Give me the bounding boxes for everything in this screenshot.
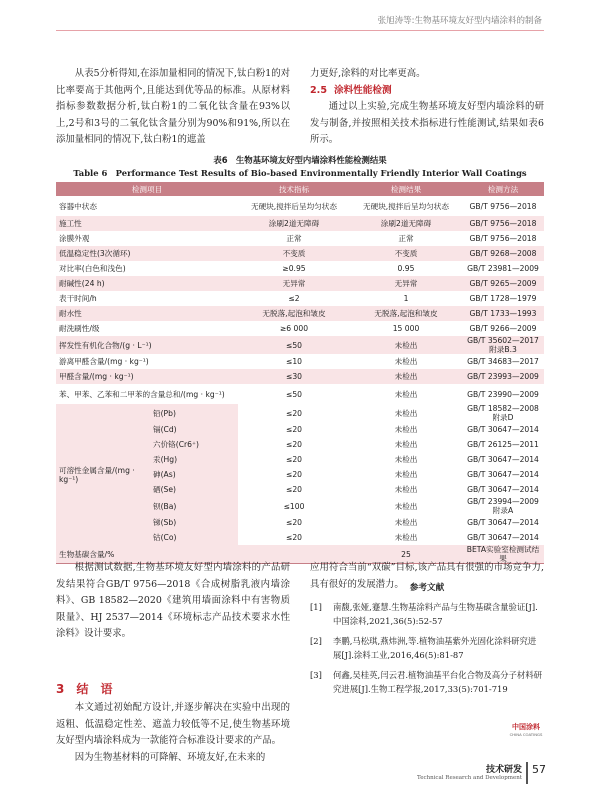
conclusion-paragraph-1: 本文通过初始配方设计,并逐步解决在实验中出现的返粗、低温稳定性差、遮盖力较低等不足,使生物基环境友好型内墙涂料成为一款能符合标准设计要求的产品。 xyxy=(56,702,290,747)
row-method: GB/T 9756—2018 xyxy=(462,216,544,231)
metal-method: GB/T 30647—2014 xyxy=(462,467,544,482)
reference-text: 南馥,张娅,蹇慧.生物基涂料产品与生物基碳含量验证[J].中国涂料,2021,36(5):52-57 xyxy=(333,602,538,626)
row-result: 无脱落,起泡和皱皮 xyxy=(350,306,462,321)
left-bottom-column xyxy=(56,560,290,643)
left-top-paragraph: 从表5分析得知,在添加量相同的情况下,钛白粉1的对比率要高于其他两个,且能达到优等品的标准。从原材料指标参数数据分析,钛白粉1的二氧化钛含量在93%以上,2号和3号的二氧化钛含量分别为90%和91%,所以在添加量相同的情况下,钛白粉1的遮盖 xyxy=(56,68,290,146)
metal-method: GB/T 18582—2008附录D xyxy=(462,404,544,422)
metal-group-label: 可溶性金属含量/(mg · kg⁻¹) xyxy=(56,404,150,545)
row-item: 耐碱性(24 h) xyxy=(56,276,238,291)
right-top-paragraph: 通过以上实验,完成生物基环境友好型内墙涂料的研发与制备,并按照相关技术指标进行性能测试,结果如表6所示。 xyxy=(310,101,544,146)
table-row xyxy=(56,306,544,321)
metal-name: 六价铬(Cr6⁺) xyxy=(150,437,238,452)
table-row xyxy=(56,336,544,354)
metal-method: GB/T 30647—2014 xyxy=(462,530,544,545)
row-method: GB/T 9756—2018 xyxy=(462,231,544,246)
row-item: 表干时间/h xyxy=(56,291,238,306)
table-row xyxy=(56,321,544,336)
section-3-number: 3 xyxy=(56,682,65,696)
metal-spec: ≤20 xyxy=(238,515,350,530)
row-item: 耐洗刷性/级 xyxy=(56,321,238,336)
row-item: 耐水性 xyxy=(56,306,238,321)
reference-item xyxy=(310,668,544,698)
logo-cn: 中国涂料 xyxy=(512,723,540,731)
reference-text: 李鹏,马松琪,燕炜洲,等.植物油基紫外光固化涂料研究进展[J].涂料工业,2016,46(5):81-87 xyxy=(333,636,537,660)
row-spec: ≤10 xyxy=(238,354,350,369)
right-bottom-paragraph: 应用符合当前“双碳”目标,该产品具有很强的市场竞争力,具有很好的发展潜力。 xyxy=(310,562,544,590)
row-result: 未检出 xyxy=(350,369,462,384)
metal-name: 锑(Sb) xyxy=(150,515,238,530)
row-result: 0.95 xyxy=(350,261,462,276)
row-method: GB/T 1728—1979 xyxy=(462,291,544,306)
metal-name: 汞(Hg) xyxy=(150,452,238,467)
section-3-heading xyxy=(56,680,113,697)
row-method: GB/T 9265—2009 xyxy=(462,276,544,291)
metal-spec: ≤100 xyxy=(238,497,350,515)
row-item: 涂膜外观 xyxy=(56,231,238,246)
section-2-5-heading xyxy=(310,83,544,100)
performance-table xyxy=(56,182,544,564)
section-title: 涂料性能检测 xyxy=(333,84,392,96)
header-item: 检测项目 xyxy=(56,182,238,196)
row-spec: 不变质 xyxy=(238,246,350,261)
table-row-metal xyxy=(56,404,544,422)
right-top-column xyxy=(310,66,544,149)
table-row xyxy=(56,369,544,384)
row-item: 挥发性有机化合物/(g · L⁻¹) xyxy=(56,336,238,354)
metal-spec: ≤20 xyxy=(238,422,350,437)
row-spec: ≤50 xyxy=(238,384,350,404)
section-3-title: 结 语 xyxy=(76,682,113,696)
row-spec: ≤30 xyxy=(238,369,350,384)
references-title: 参考文献 xyxy=(409,583,445,593)
left-bottom-column-2 xyxy=(56,700,290,766)
left-bottom-paragraph: 根据测试数据,生物基环境友好型内墙涂料的产品研发结果符合GB/T 9756—2018《合成树脂乳液内墙涂料》、GB 18582—2020《建筑用墙面涂料中有害物质限量》、HJ 2537—2014《环境标志产品技术要求水性涂料》设计要求。 xyxy=(56,562,290,640)
row-method: BETA实验室检测试结果 xyxy=(462,545,544,564)
metal-result: 未检出 xyxy=(350,437,462,452)
reference-item xyxy=(310,634,544,664)
row-result: 15 000 xyxy=(350,321,462,336)
row-method: GB/T 1733—1993 xyxy=(462,306,544,321)
reference-number: [3] xyxy=(310,670,322,680)
metal-method: GB/T 30647—2014 xyxy=(462,482,544,497)
row-method: GB/T 23990—2009 xyxy=(462,384,544,404)
row-result: 涂刷2道无障碍 xyxy=(350,216,462,231)
row-item: 容器中状态 xyxy=(56,196,238,216)
metal-name: 硒(Se) xyxy=(150,482,238,497)
metal-result: 未检出 xyxy=(350,467,462,482)
table-row xyxy=(56,384,544,404)
table-row xyxy=(56,291,544,306)
table-row xyxy=(56,216,544,231)
row-item: 施工性 xyxy=(56,216,238,231)
row-result: 未检出 xyxy=(350,354,462,369)
row-spec: 无异常 xyxy=(238,276,350,291)
header-rule xyxy=(56,30,544,31)
logo-en: CHINA COATINGS xyxy=(509,732,543,737)
metal-spec: ≤20 xyxy=(238,404,350,422)
metal-result: 未检出 xyxy=(350,404,462,422)
metal-method: GB/T 30647—2014 xyxy=(462,515,544,530)
reference-text: 何鑫,吴桂英,闫云君.植物油基平台化合物及高分子材料研究进展[J].生物工程学报,2017,33(5):701-719 xyxy=(333,670,542,694)
metal-result: 未检出 xyxy=(350,515,462,530)
metal-result: 未检出 xyxy=(350,530,462,545)
row-spec: 涂刷2道无障碍 xyxy=(238,216,350,231)
metal-spec: ≤20 xyxy=(238,467,350,482)
row-spec: ≤2 xyxy=(238,291,350,306)
table-header-row xyxy=(56,182,544,196)
metal-method: GB/T 30647—2014 xyxy=(462,452,544,467)
row-spec: 无硬块,搅拌后呈均匀状态 xyxy=(238,196,350,216)
right-top-continuation: 力更好,涂料的对比率更高。 xyxy=(310,68,426,79)
row-item: 对比率(白色和浅色) xyxy=(56,261,238,276)
row-result: 未检出 xyxy=(350,384,462,404)
metal-name: 钴(Co) xyxy=(150,530,238,545)
metal-spec: ≤20 xyxy=(238,437,350,452)
row-item: 游离甲醛含量/(mg · kg⁻¹) xyxy=(56,354,238,369)
row-item: 苯、甲苯、乙苯和二甲苯的含量总和/(mg · kg⁻¹) xyxy=(56,384,238,404)
reference-item xyxy=(310,600,544,630)
header-result: 检测结果 xyxy=(350,182,462,196)
metal-result: 未检出 xyxy=(350,422,462,437)
table-row xyxy=(56,261,544,276)
table-row xyxy=(56,276,544,291)
row-result: 正常 xyxy=(350,231,462,246)
row-method: GB/T 9756—2018 xyxy=(462,196,544,216)
conclusion-paragraph-2: 因为生物基材料的可降解、环境友好,在未来的 xyxy=(74,751,266,763)
row-result: 25 xyxy=(350,545,462,564)
table-row xyxy=(56,246,544,261)
metal-result: 未检出 xyxy=(350,452,462,467)
page-number: 57 xyxy=(532,763,546,776)
row-result: 不变质 xyxy=(350,246,462,261)
metal-spec: ≤20 xyxy=(238,482,350,497)
row-spec: 无脱落,起泡和皱皮 xyxy=(238,306,350,321)
row-result: 1 xyxy=(350,291,462,306)
reference-number: [1] xyxy=(310,602,322,612)
left-top-column xyxy=(56,66,290,149)
row-item: 低温稳定性(3次循环) xyxy=(56,246,238,261)
section-number: 2.5 xyxy=(310,84,327,96)
metal-result: 未检出 xyxy=(350,497,462,515)
table-row xyxy=(56,196,544,216)
row-method: GB/T 9268—2008 xyxy=(462,246,544,261)
table-row xyxy=(56,354,544,369)
row-spec: ≥6 000 xyxy=(238,321,350,336)
running-head: 张旭涛等:生物基环境友好型内墙涂料的制备 xyxy=(377,16,542,26)
metal-spec: ≤20 xyxy=(238,530,350,545)
metal-name: 钡(Ba) xyxy=(150,497,238,515)
metal-name: 镉(Cd) xyxy=(150,422,238,437)
row-method: GB/T 9266—2009 xyxy=(462,321,544,336)
table-caption-cn: 表6 生物基环境友好型内墙涂料性能检测结果 xyxy=(213,155,387,165)
row-method: GB/T 34683—2017 xyxy=(462,354,544,369)
row-result: 未检出 xyxy=(350,336,462,354)
row-item: 生物基碳含量/% xyxy=(56,545,238,564)
row-method: GB/T 23993—2009 xyxy=(462,369,544,384)
row-method: GB/T 35602—2017附录B.3 xyxy=(462,336,544,354)
journal-logo xyxy=(508,722,544,737)
metal-method: GB/T 30647—2014 xyxy=(462,422,544,437)
metal-result: 未检出 xyxy=(350,482,462,497)
row-method: GB/T 23981—2009 xyxy=(462,261,544,276)
metal-method: GB/T 26125—2011 xyxy=(462,437,544,452)
footer-section-title: 技术研发 xyxy=(485,765,522,775)
row-spec: 正常 xyxy=(238,231,350,246)
footer-section-subtitle: Technical Research and Development xyxy=(417,775,522,781)
reference-number: [2] xyxy=(310,636,322,646)
metal-method: GB/T 23994—2009附录A xyxy=(462,497,544,515)
row-spec: ≥0.95 xyxy=(238,261,350,276)
footer-divider xyxy=(526,762,528,784)
table-row xyxy=(56,231,544,246)
header-spec: 技术指标 xyxy=(238,182,350,196)
table-caption-en: Table 6 Performance Test Results of Bio-based Environmentally Friendly Interior Wall Coatings xyxy=(73,168,527,178)
row-result: 无异常 xyxy=(350,276,462,291)
metal-name: 铅(Pb) xyxy=(150,404,238,422)
metal-name: 砷(As) xyxy=(150,467,238,482)
row-spec: ≤50 xyxy=(238,336,350,354)
row-item: 甲醛含量/(mg · kg⁻¹) xyxy=(56,369,238,384)
row-result: 无硬块,搅拌后呈均匀状态 xyxy=(350,196,462,216)
header-method: 检测方法 xyxy=(462,182,544,196)
metal-spec: ≤20 xyxy=(238,452,350,467)
